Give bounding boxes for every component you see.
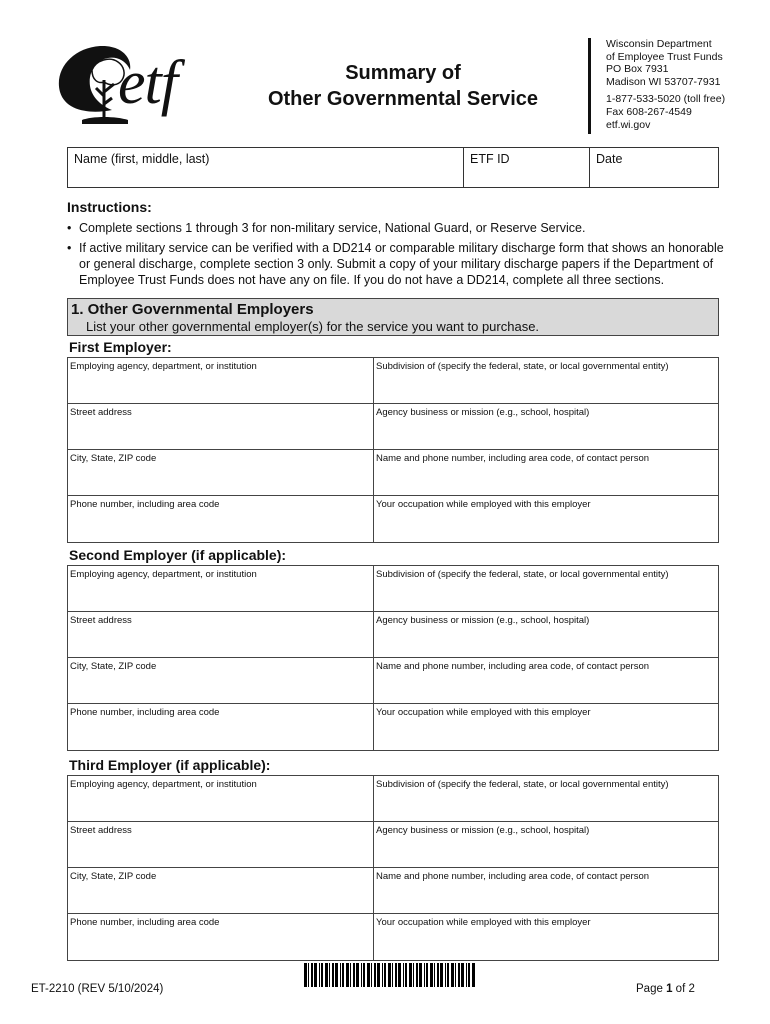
identity-table <box>67 147 719 188</box>
city-field[interactable]: City, State, ZIP code <box>68 450 374 496</box>
mission-field[interactable]: Agency business or mission (e.g., school, hospital) <box>374 822 718 868</box>
barcode-bar <box>374 963 376 987</box>
barcode-bar <box>405 963 407 987</box>
instructions-heading: Instructions: <box>67 199 152 215</box>
instruction-item: • Complete sections 1 through 3 for non-military service, National Guard, or Reserve Service. <box>67 221 586 235</box>
street-field[interactable]: Street address <box>68 612 374 658</box>
agency-field[interactable]: Employing agency, department, or institution <box>68 566 374 612</box>
barcode-bar <box>342 963 344 987</box>
second-employer-grid <box>67 565 719 751</box>
first-employer-grid <box>67 357 719 543</box>
occupation-field[interactable]: Your occupation while employed with this employer <box>376 707 591 718</box>
barcode-bar <box>346 963 349 987</box>
agency-field[interactable]: Employing agency, department, or institution <box>68 358 374 404</box>
etf-logo <box>52 40 202 132</box>
barcode-bars <box>304 963 476 997</box>
first-employer-heading: First Employer: <box>69 339 172 355</box>
barcode-bar <box>329 963 330 987</box>
city-field[interactable]: City, State, ZIP code <box>68 868 374 914</box>
instructions-list <box>67 220 727 292</box>
barcode-bar <box>353 963 355 987</box>
barcode-bar <box>413 963 414 987</box>
barcode-bar <box>468 963 470 987</box>
third-employer-heading: Third Employer (if applicable): <box>69 757 271 773</box>
street-field[interactable]: Street address <box>68 822 374 868</box>
barcode-bar <box>419 963 422 987</box>
barcode-bar <box>430 963 433 987</box>
barcode-bar <box>398 963 401 987</box>
barcode-bar <box>314 963 317 987</box>
barcode-bar <box>437 963 439 987</box>
barcode-bar <box>451 963 454 987</box>
subdivision-field[interactable]: Subdivision of (specify the federal, state, or local governmental entity) <box>374 358 718 404</box>
barcode-bar <box>466 963 467 987</box>
barcode-bar <box>445 963 446 987</box>
barcode <box>304 963 476 997</box>
occupation-field[interactable]: Your occupation while employed with this employer <box>376 917 591 928</box>
date-field[interactable]: Date <box>596 152 623 166</box>
section-1-header <box>67 298 719 336</box>
agency-field[interactable]: Employing agency, department, or institution <box>68 776 374 822</box>
phone-field[interactable]: Phone number, including area code <box>68 496 374 542</box>
barcode-bar <box>384 963 386 987</box>
barcode-bar <box>361 963 362 987</box>
barcode-bar <box>371 963 372 987</box>
second-employer-heading: Second Employer (if applicable): <box>69 547 287 563</box>
barcode-bar <box>363 963 365 987</box>
barcode-bar <box>440 963 443 987</box>
street-field[interactable]: Street address <box>68 404 374 450</box>
barcode-bar <box>426 963 428 987</box>
name-field[interactable]: Name (first, middle, last) <box>68 148 464 187</box>
third-employer-grid <box>67 775 719 961</box>
form-id: ET-2210 (REV 5/10/2024) <box>31 983 164 995</box>
logo-text: etf <box>118 49 177 117</box>
barcode-bar <box>311 963 313 987</box>
occupation-field[interactable]: Your occupation while employed with this employer <box>376 499 591 510</box>
barcode-bar <box>321 963 323 987</box>
barcode-bar <box>455 963 456 987</box>
barcode-bar <box>367 963 370 987</box>
barcode-bar <box>424 963 425 987</box>
agency-address: Wisconsin Department of Employee Trust Funds PO Box 7931 Madison WI 53707-7931 1-877-533-5020 (toll free) Fax 608-267-4549 etf.wi.gov <box>606 38 726 131</box>
instruction-item: • If active military service can be verified with a DD214 or comparable military discharge form that shows an honorable or general discharge, complete section 3 only. Submit a copy of your military discharge papers if the Department of Employee Trust Funds does not have any on file. If you do not have a DD214, complete all three sections. <box>67 241 724 287</box>
mission-field[interactable]: Agency business or mission (e.g., school, hospital) <box>374 612 718 658</box>
barcode-bar <box>304 963 307 987</box>
barcode-bar <box>377 963 380 987</box>
barcode-bar <box>461 963 464 987</box>
barcode-bar <box>350 963 351 987</box>
barcode-bar <box>434 963 435 987</box>
phone-field[interactable]: Phone number, including area code <box>68 704 374 750</box>
barcode-bar <box>319 963 320 987</box>
section-1-title: 1. Other Governmental Employers <box>71 301 314 318</box>
section-1-subtitle: List your other governmental employer(s) for the service you want to purchase. <box>86 319 540 334</box>
barcode-bar <box>382 963 383 987</box>
phone-field[interactable]: Phone number, including area code <box>68 914 374 960</box>
barcode-bar <box>332 963 334 987</box>
mission-field[interactable]: Agency business or mission (e.g., school, hospital) <box>374 404 718 450</box>
barcode-bar <box>340 963 341 987</box>
contact-field[interactable]: Name and phone number, including area code, of contact person <box>374 658 718 704</box>
barcode-bar <box>458 963 460 987</box>
barcode-bar <box>392 963 393 987</box>
barcode-bar <box>447 963 449 987</box>
subdivision-field[interactable]: Subdivision of (specify the federal, state, or local governmental entity) <box>374 776 718 822</box>
contact-field[interactable]: Name and phone number, including area code, of contact person <box>374 450 718 496</box>
header-divider <box>588 38 591 134</box>
barcode-bar <box>416 963 418 987</box>
barcode-bar <box>409 963 412 987</box>
barcode-bar <box>335 963 338 987</box>
contact-field[interactable]: Name and phone number, including area code, of contact person <box>374 868 718 914</box>
barcode-bar <box>403 963 404 987</box>
page-number: Page 1 of 2 <box>636 983 695 995</box>
barcode-bar <box>388 963 391 987</box>
subdivision-field[interactable]: Subdivision of (specify the federal, state, or local governmental entity) <box>374 566 718 612</box>
barcode-bar <box>472 963 475 987</box>
city-field[interactable]: City, State, ZIP code <box>68 658 374 704</box>
page-title: Summary of Other Governmental Service <box>267 62 539 110</box>
barcode-bar <box>395 963 397 987</box>
barcode-bar <box>356 963 359 987</box>
barcode-bar <box>308 963 309 987</box>
barcode-bar <box>325 963 328 987</box>
etf-id-field[interactable]: ETF ID <box>464 148 590 187</box>
